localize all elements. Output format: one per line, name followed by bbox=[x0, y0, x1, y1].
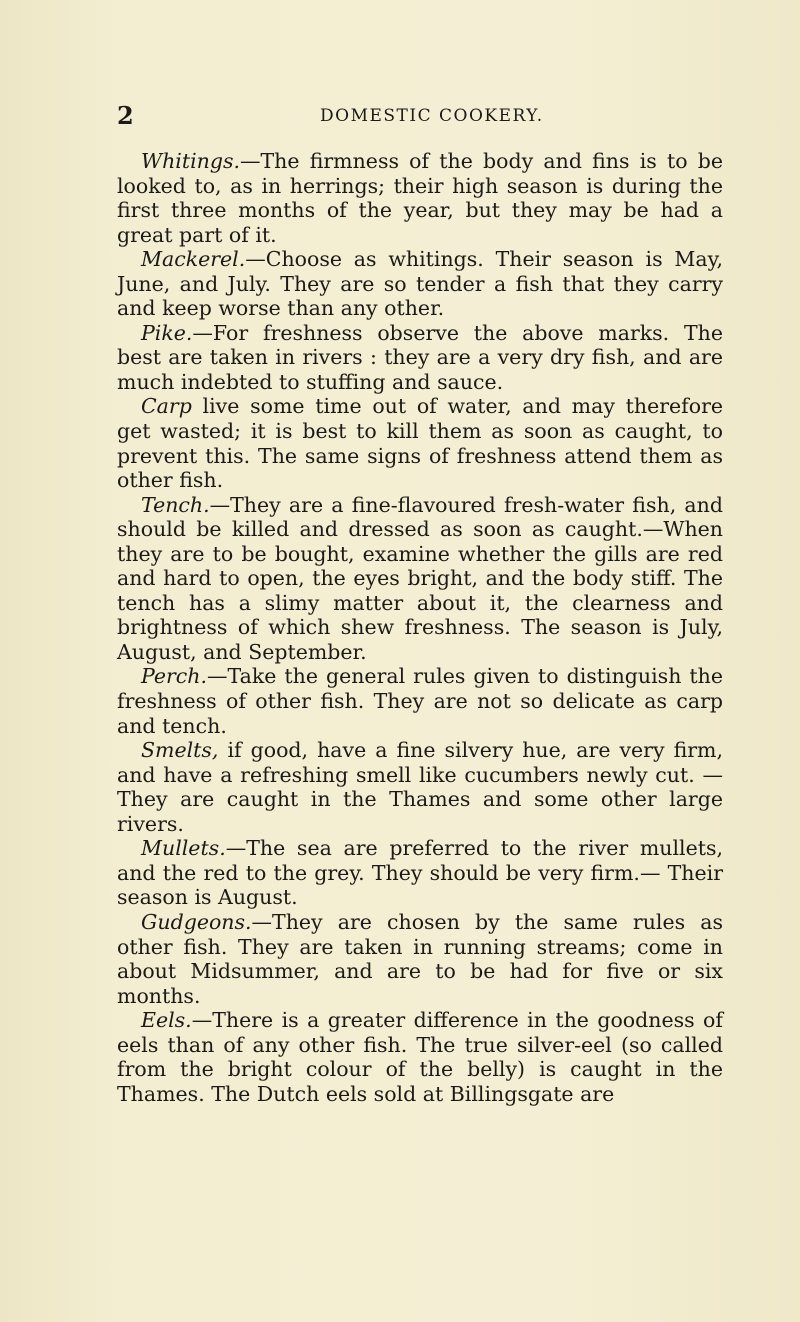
paragraph-mullets bbox=[117, 836, 723, 910]
paragraph-pike bbox=[117, 321, 723, 395]
paragraph-smelts bbox=[117, 738, 723, 836]
fish-term: Mackerel. bbox=[141, 247, 246, 272]
paragraph-mackerel bbox=[117, 247, 723, 321]
paragraph-tench bbox=[117, 493, 723, 665]
paragraph-eels bbox=[117, 1008, 723, 1106]
paragraph-perch bbox=[117, 664, 723, 738]
paragraph-carp bbox=[117, 394, 723, 492]
paragraph-text: —They are a fine-flavoured fresh-water fish, and should be killed and dressed as soon as caught.—When they are to be bought, examine whether the gills are red and hard to open, the eyes bright, and the body stiff. The tench has a slimy matter about it, the clearness and brightness of which shew freshness. The season is July, August, and September. bbox=[117, 492, 723, 664]
fish-term: Gudgeons. bbox=[141, 909, 252, 934]
paragraph-text: —They are chosen by the same rules as other fish. They are taken in running streams; come in about Midsummer, and are to be had for five or six months. bbox=[117, 909, 723, 1008]
paragraph-text: —For freshness observe the above marks. The best are taken in rivers : they are a very dry fish, and are much indebted to stuffing and sauce. bbox=[117, 320, 723, 394]
paragraph-text: —The firmness of the body and fins is to be looked to, as in herrings; their high season is during the first three months of the year, but they may be had a great part of it. bbox=[117, 149, 723, 247]
fish-term: Carp bbox=[141, 394, 192, 419]
paragraph-text: —There is a greater difference in the goodness of eels than of any other fish. The true silver-eel (so called from the bright colour of the belly) is caught in the Thames. The Dutch eels sold at Billingsgate are bbox=[117, 1008, 723, 1106]
paragraph-text: live some time out of water, and may therefore get wasted; it is best to kill them as soon as caught, to prevent this. The same signs of freshness attend them as other fish. bbox=[117, 394, 723, 493]
fish-term: Tench. bbox=[141, 492, 210, 517]
paragraph-text: if good, have a fine silvery hue, are very firm, and have a refreshing smell like cucumbers newly cut. —They are caught in the Thames and some other large rivers. bbox=[117, 738, 723, 836]
paragraph-text: —The sea are preferred to the river mullets, and the red to the grey. They should be very firm.— Their season is August. bbox=[117, 836, 723, 910]
fish-term: Mullets. bbox=[141, 836, 226, 861]
paragraph-text: —Choose as whitings. Their season is May, June, and July. They are so tender a fish that they carry and keep worse than any other. bbox=[117, 247, 723, 321]
running-head: DOMESTIC COOKERY. bbox=[320, 106, 544, 126]
fish-term: Perch. bbox=[141, 664, 208, 689]
paragraph-gudgeons bbox=[117, 910, 723, 1008]
paragraph-whitings bbox=[117, 149, 723, 247]
fish-term: Eels. bbox=[141, 1008, 192, 1033]
paragraph-text: —Take the general rules given to distinguish the freshness of other fish. They are not so delicate as carp and tench. bbox=[117, 664, 723, 738]
fish-term: Pike. bbox=[141, 320, 193, 345]
fish-term: Whitings. bbox=[141, 149, 240, 173]
fish-term: Smelts, bbox=[141, 738, 219, 763]
page-header bbox=[117, 101, 717, 131]
body-text bbox=[117, 149, 723, 1106]
page-number: 2 bbox=[117, 101, 134, 130]
